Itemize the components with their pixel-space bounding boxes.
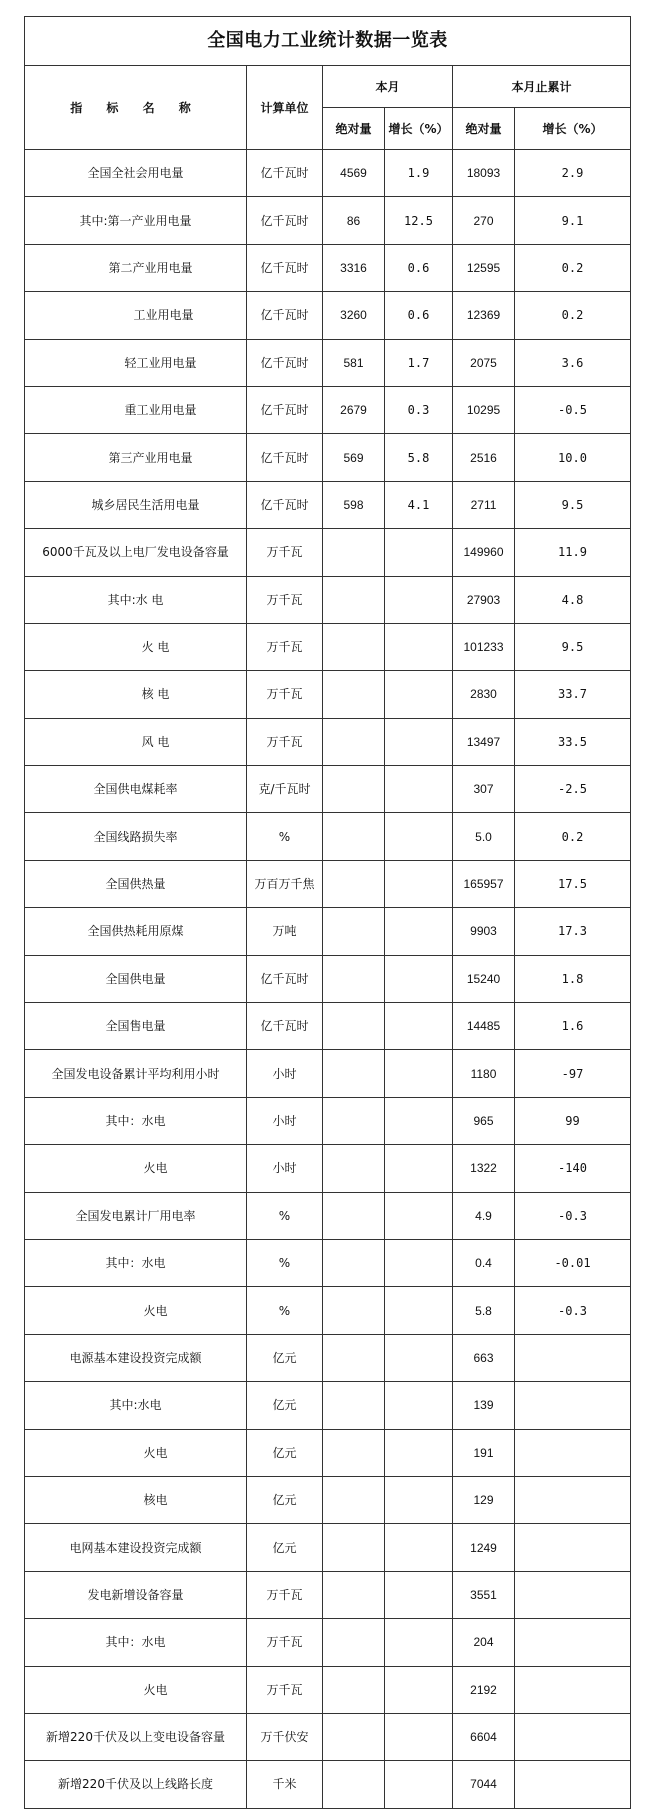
table-row bbox=[25, 292, 631, 339]
indicator-name-cell: 其中:水电 bbox=[25, 1382, 247, 1429]
table-row bbox=[25, 1524, 631, 1571]
month-absolute-cell bbox=[323, 1239, 385, 1286]
unit-cell: 万千瓦 bbox=[247, 671, 323, 718]
unit-cell: % bbox=[247, 1192, 323, 1239]
indicator-name-cell: 第三产业用电量 bbox=[25, 434, 247, 481]
cumulative-growth-cell bbox=[515, 1713, 631, 1760]
indicator-name-cell: 全国供热量 bbox=[25, 860, 247, 907]
cumulative-growth-cell: 3.6 bbox=[515, 339, 631, 386]
indicator-name-cell: 核电 bbox=[25, 1476, 247, 1523]
unit-cell: 亿元 bbox=[247, 1334, 323, 1381]
indicator-name-cell: 全国售电量 bbox=[25, 1003, 247, 1050]
table-row bbox=[25, 1713, 631, 1760]
cumulative-absolute-cell: 14485 bbox=[453, 1003, 515, 1050]
cumulative-absolute-cell: 307 bbox=[453, 766, 515, 813]
table-row bbox=[25, 1287, 631, 1334]
month-absolute-cell bbox=[323, 1003, 385, 1050]
month-growth-cell bbox=[385, 1145, 453, 1192]
indicator-name-cell: 其中：水电 bbox=[25, 1619, 247, 1666]
header-cumulative: 本月止累计 bbox=[453, 66, 631, 108]
month-absolute-cell bbox=[323, 671, 385, 718]
table-row bbox=[25, 197, 631, 244]
cumulative-absolute-cell: 270 bbox=[453, 197, 515, 244]
month-absolute-cell bbox=[323, 1050, 385, 1097]
indicator-name-cell: 全国发电累计厂用电率 bbox=[25, 1192, 247, 1239]
indicator-name-cell: 火电 bbox=[25, 1666, 247, 1713]
unit-cell: 千米 bbox=[247, 1761, 323, 1808]
cumulative-absolute-cell: 149960 bbox=[453, 529, 515, 576]
month-absolute-cell bbox=[323, 576, 385, 623]
month-growth-cell bbox=[385, 1761, 453, 1808]
unit-cell: 亿千瓦时 bbox=[247, 434, 323, 481]
cumulative-absolute-cell: 15240 bbox=[453, 955, 515, 1002]
cumulative-growth-cell: -0.5 bbox=[515, 386, 631, 433]
table-row bbox=[25, 860, 631, 907]
cumulative-absolute-cell: 10295 bbox=[453, 386, 515, 433]
header-cumulative-growth: 增长（%） bbox=[515, 108, 631, 150]
unit-cell: 亿元 bbox=[247, 1429, 323, 1476]
cumulative-absolute-cell: 663 bbox=[453, 1334, 515, 1381]
cumulative-absolute-cell: 2711 bbox=[453, 481, 515, 528]
cumulative-absolute-cell: 12595 bbox=[453, 244, 515, 291]
table-row bbox=[25, 623, 631, 670]
month-growth-cell: 0.6 bbox=[385, 244, 453, 291]
unit-cell: 亿千瓦时 bbox=[247, 339, 323, 386]
cumulative-growth-cell: 99 bbox=[515, 1097, 631, 1144]
cumulative-growth-cell: 9.5 bbox=[515, 623, 631, 670]
cumulative-absolute-cell: 2192 bbox=[453, 1666, 515, 1713]
cumulative-absolute-cell: 12369 bbox=[453, 292, 515, 339]
header-month-growth: 增长（%） bbox=[385, 108, 453, 150]
indicator-name-cell: 电网基本建设投资完成额 bbox=[25, 1524, 247, 1571]
cumulative-growth-cell: 10.0 bbox=[515, 434, 631, 481]
cumulative-growth-cell: 9.1 bbox=[515, 197, 631, 244]
table-row bbox=[25, 671, 631, 718]
cumulative-absolute-cell: 191 bbox=[453, 1429, 515, 1476]
unit-cell: 亿千瓦时 bbox=[247, 386, 323, 433]
month-growth-cell bbox=[385, 860, 453, 907]
cumulative-absolute-cell: 139 bbox=[453, 1382, 515, 1429]
cumulative-growth-cell bbox=[515, 1382, 631, 1429]
cumulative-absolute-cell: 5.0 bbox=[453, 813, 515, 860]
cumulative-growth-cell bbox=[515, 1666, 631, 1713]
month-growth-cell: 0.3 bbox=[385, 386, 453, 433]
table-row bbox=[25, 1666, 631, 1713]
month-absolute-cell: 598 bbox=[323, 481, 385, 528]
month-absolute-cell bbox=[323, 1429, 385, 1476]
unit-cell: % bbox=[247, 813, 323, 860]
month-absolute-cell: 4569 bbox=[323, 150, 385, 197]
cumulative-growth-cell bbox=[515, 1524, 631, 1571]
month-growth-cell bbox=[385, 1097, 453, 1144]
month-growth-cell: 5.8 bbox=[385, 434, 453, 481]
header-month-absolute: 绝对量 bbox=[323, 108, 385, 150]
cumulative-absolute-cell: 4.9 bbox=[453, 1192, 515, 1239]
unit-cell: 万千瓦 bbox=[247, 1571, 323, 1618]
table-row bbox=[25, 576, 631, 623]
month-absolute-cell: 581 bbox=[323, 339, 385, 386]
table-row bbox=[25, 1476, 631, 1523]
table-row bbox=[25, 1050, 631, 1097]
month-growth-cell bbox=[385, 1334, 453, 1381]
cumulative-growth-cell: -0.3 bbox=[515, 1287, 631, 1334]
indicator-name-cell: 全国供电量 bbox=[25, 955, 247, 1002]
unit-cell: 亿元 bbox=[247, 1382, 323, 1429]
cumulative-growth-cell: 0.2 bbox=[515, 292, 631, 339]
indicator-name-cell: 轻工业用电量 bbox=[25, 339, 247, 386]
unit-cell: 亿千瓦时 bbox=[247, 244, 323, 291]
month-growth-cell bbox=[385, 718, 453, 765]
table-row bbox=[25, 718, 631, 765]
cumulative-growth-cell bbox=[515, 1761, 631, 1808]
header-current-month: 本月 bbox=[323, 66, 453, 108]
indicator-name-cell: 6000千瓦及以上电厂发电设备容量 bbox=[25, 529, 247, 576]
month-absolute-cell bbox=[323, 1476, 385, 1523]
table-row bbox=[25, 766, 631, 813]
unit-cell: 亿千瓦时 bbox=[247, 197, 323, 244]
month-absolute-cell: 86 bbox=[323, 197, 385, 244]
header-indicator: 指 标 名 称 bbox=[25, 66, 247, 150]
cumulative-growth-cell bbox=[515, 1429, 631, 1476]
table-row bbox=[25, 244, 631, 291]
cumulative-absolute-cell: 18093 bbox=[453, 150, 515, 197]
month-absolute-cell: 569 bbox=[323, 434, 385, 481]
table-row bbox=[25, 1192, 631, 1239]
indicator-name-cell: 全国发电设备累计平均利用小时 bbox=[25, 1050, 247, 1097]
indicator-name-cell: 第二产业用电量 bbox=[25, 244, 247, 291]
statistics-table bbox=[24, 16, 631, 1809]
month-absolute-cell: 3260 bbox=[323, 292, 385, 339]
month-growth-cell bbox=[385, 529, 453, 576]
month-absolute-cell bbox=[323, 1524, 385, 1571]
unit-cell: 万吨 bbox=[247, 908, 323, 955]
indicator-name-cell: 火电 bbox=[25, 1429, 247, 1476]
cumulative-absolute-cell: 204 bbox=[453, 1619, 515, 1666]
table-row bbox=[25, 529, 631, 576]
month-growth-cell bbox=[385, 1666, 453, 1713]
unit-cell: 小时 bbox=[247, 1145, 323, 1192]
cumulative-absolute-cell: 13497 bbox=[453, 718, 515, 765]
month-growth-cell bbox=[385, 1571, 453, 1618]
unit-cell: 亿千瓦时 bbox=[247, 150, 323, 197]
cumulative-growth-cell: 33.7 bbox=[515, 671, 631, 718]
unit-cell: 万百万千焦 bbox=[247, 860, 323, 907]
table-row bbox=[25, 1571, 631, 1618]
indicator-name-cell: 其中:水 电 bbox=[25, 576, 247, 623]
unit-cell: 万千瓦 bbox=[247, 623, 323, 670]
indicator-name-cell: 全国线路损失率 bbox=[25, 813, 247, 860]
table-row bbox=[25, 1761, 631, 1808]
cumulative-growth-cell: 17.3 bbox=[515, 908, 631, 955]
month-absolute-cell bbox=[323, 1382, 385, 1429]
table-row bbox=[25, 1097, 631, 1144]
month-absolute-cell bbox=[323, 1192, 385, 1239]
table-row bbox=[25, 481, 631, 528]
unit-cell: 万千瓦 bbox=[247, 1666, 323, 1713]
header-unit: 计算单位 bbox=[247, 66, 323, 150]
indicator-name-cell: 发电新增设备容量 bbox=[25, 1571, 247, 1618]
cumulative-growth-cell: -0.01 bbox=[515, 1239, 631, 1286]
unit-cell: 亿千瓦时 bbox=[247, 955, 323, 1002]
cumulative-growth-cell: 11.9 bbox=[515, 529, 631, 576]
month-absolute-cell: 2679 bbox=[323, 386, 385, 433]
unit-cell: 万千瓦 bbox=[247, 576, 323, 623]
table-row bbox=[25, 1239, 631, 1286]
indicator-name-cell: 火 电 bbox=[25, 623, 247, 670]
cumulative-growth-cell: -97 bbox=[515, 1050, 631, 1097]
header-cumulative-absolute: 绝对量 bbox=[453, 108, 515, 150]
month-absolute-cell bbox=[323, 1145, 385, 1192]
month-growth-cell bbox=[385, 1429, 453, 1476]
cumulative-absolute-cell: 9903 bbox=[453, 908, 515, 955]
month-growth-cell bbox=[385, 1476, 453, 1523]
cumulative-growth-cell: -0.3 bbox=[515, 1192, 631, 1239]
month-growth-cell bbox=[385, 1713, 453, 1760]
month-absolute-cell bbox=[323, 1619, 385, 1666]
indicator-name-cell: 电源基本建设投资完成额 bbox=[25, 1334, 247, 1381]
unit-cell: 万千瓦 bbox=[247, 529, 323, 576]
table-title: 全国电力工业统计数据一览表 bbox=[25, 17, 631, 66]
month-growth-cell bbox=[385, 955, 453, 1002]
cumulative-growth-cell: 9.5 bbox=[515, 481, 631, 528]
table-row bbox=[25, 813, 631, 860]
cumulative-absolute-cell: 2075 bbox=[453, 339, 515, 386]
cumulative-growth-cell bbox=[515, 1334, 631, 1381]
month-growth-cell bbox=[385, 908, 453, 955]
indicator-name-cell: 全国供电煤耗率 bbox=[25, 766, 247, 813]
month-growth-cell bbox=[385, 576, 453, 623]
cumulative-growth-cell: -140 bbox=[515, 1145, 631, 1192]
table-row bbox=[25, 1382, 631, 1429]
month-growth-cell bbox=[385, 766, 453, 813]
indicator-name-cell: 核 电 bbox=[25, 671, 247, 718]
month-growth-cell: 12.5 bbox=[385, 197, 453, 244]
cumulative-absolute-cell: 1249 bbox=[453, 1524, 515, 1571]
cumulative-absolute-cell: 165957 bbox=[453, 860, 515, 907]
month-absolute-cell bbox=[323, 623, 385, 670]
unit-cell: 亿千瓦时 bbox=[247, 1003, 323, 1050]
cumulative-growth-cell bbox=[515, 1619, 631, 1666]
cumulative-growth-cell: 1.8 bbox=[515, 955, 631, 1002]
indicator-name-cell: 新增220千伏及以上线路长度 bbox=[25, 1761, 247, 1808]
month-growth-cell bbox=[385, 1524, 453, 1571]
cumulative-growth-cell: 4.8 bbox=[515, 576, 631, 623]
indicator-name-cell: 新增220千伏及以上变电设备容量 bbox=[25, 1713, 247, 1760]
month-growth-cell: 4.1 bbox=[385, 481, 453, 528]
table-row bbox=[25, 908, 631, 955]
month-absolute-cell bbox=[323, 908, 385, 955]
unit-cell: % bbox=[247, 1239, 323, 1286]
cumulative-growth-cell: 33.5 bbox=[515, 718, 631, 765]
unit-cell: 万千瓦 bbox=[247, 718, 323, 765]
month-growth-cell bbox=[385, 1003, 453, 1050]
cumulative-absolute-cell: 5.8 bbox=[453, 1287, 515, 1334]
indicator-name-cell: 全国供热耗用原煤 bbox=[25, 908, 247, 955]
table-row bbox=[25, 339, 631, 386]
cumulative-absolute-cell: 3551 bbox=[453, 1571, 515, 1618]
indicator-name-cell: 工业用电量 bbox=[25, 292, 247, 339]
cumulative-absolute-cell: 6604 bbox=[453, 1713, 515, 1760]
table-row bbox=[25, 955, 631, 1002]
unit-cell: 亿元 bbox=[247, 1524, 323, 1571]
indicator-name-cell: 城乡居民生活用电量 bbox=[25, 481, 247, 528]
unit-cell: 亿千瓦时 bbox=[247, 481, 323, 528]
title-row bbox=[25, 17, 631, 66]
month-absolute-cell bbox=[323, 1097, 385, 1144]
month-absolute-cell bbox=[323, 766, 385, 813]
month-absolute-cell bbox=[323, 529, 385, 576]
table-body bbox=[25, 150, 631, 1809]
month-absolute-cell bbox=[323, 1713, 385, 1760]
unit-cell: 亿千瓦时 bbox=[247, 292, 323, 339]
month-growth-cell bbox=[385, 1050, 453, 1097]
month-absolute-cell bbox=[323, 860, 385, 907]
table-row bbox=[25, 1334, 631, 1381]
cumulative-absolute-cell: 0.4 bbox=[453, 1239, 515, 1286]
unit-cell: 小时 bbox=[247, 1097, 323, 1144]
indicator-name-cell: 重工业用电量 bbox=[25, 386, 247, 433]
month-growth-cell bbox=[385, 623, 453, 670]
table-row bbox=[25, 1619, 631, 1666]
indicator-name-cell: 全国全社会用电量 bbox=[25, 150, 247, 197]
indicator-name-cell: 其中：水电 bbox=[25, 1097, 247, 1144]
cumulative-absolute-cell: 101233 bbox=[453, 623, 515, 670]
header-row-1 bbox=[25, 66, 631, 108]
month-absolute-cell bbox=[323, 955, 385, 1002]
table-row bbox=[25, 1003, 631, 1050]
cumulative-growth-cell: -2.5 bbox=[515, 766, 631, 813]
month-growth-cell bbox=[385, 1287, 453, 1334]
cumulative-growth-cell: 1.6 bbox=[515, 1003, 631, 1050]
cumulative-absolute-cell: 2830 bbox=[453, 671, 515, 718]
cumulative-absolute-cell: 1322 bbox=[453, 1145, 515, 1192]
month-growth-cell bbox=[385, 1192, 453, 1239]
cumulative-growth-cell: 0.2 bbox=[515, 244, 631, 291]
cumulative-absolute-cell: 1180 bbox=[453, 1050, 515, 1097]
unit-cell: 万千瓦 bbox=[247, 1619, 323, 1666]
month-absolute-cell bbox=[323, 1334, 385, 1381]
unit-cell: 克/千瓦时 bbox=[247, 766, 323, 813]
indicator-name-cell: 其中:第一产业用电量 bbox=[25, 197, 247, 244]
month-growth-cell: 0.6 bbox=[385, 292, 453, 339]
cumulative-growth-cell bbox=[515, 1571, 631, 1618]
unit-cell: 小时 bbox=[247, 1050, 323, 1097]
month-growth-cell: 1.7 bbox=[385, 339, 453, 386]
month-growth-cell bbox=[385, 1239, 453, 1286]
cumulative-absolute-cell: 2516 bbox=[453, 434, 515, 481]
unit-cell: 万千伏安 bbox=[247, 1713, 323, 1760]
indicator-name-cell: 火电 bbox=[25, 1287, 247, 1334]
month-growth-cell bbox=[385, 813, 453, 860]
month-growth-cell bbox=[385, 1619, 453, 1666]
table-row bbox=[25, 1429, 631, 1476]
unit-cell: % bbox=[247, 1287, 323, 1334]
table-row bbox=[25, 150, 631, 197]
month-absolute-cell bbox=[323, 1666, 385, 1713]
cumulative-growth-cell: 17.5 bbox=[515, 860, 631, 907]
month-absolute-cell bbox=[323, 1287, 385, 1334]
month-absolute-cell bbox=[323, 1761, 385, 1808]
cumulative-absolute-cell: 129 bbox=[453, 1476, 515, 1523]
month-absolute-cell bbox=[323, 813, 385, 860]
cumulative-absolute-cell: 965 bbox=[453, 1097, 515, 1144]
month-absolute-cell: 3316 bbox=[323, 244, 385, 291]
cumulative-absolute-cell: 27903 bbox=[453, 576, 515, 623]
indicator-name-cell: 火电 bbox=[25, 1145, 247, 1192]
month-growth-cell: 1.9 bbox=[385, 150, 453, 197]
indicator-name-cell: 其中：水电 bbox=[25, 1239, 247, 1286]
table-row bbox=[25, 386, 631, 433]
table-row bbox=[25, 434, 631, 481]
cumulative-absolute-cell: 7044 bbox=[453, 1761, 515, 1808]
unit-cell: 亿元 bbox=[247, 1476, 323, 1523]
cumulative-growth-cell: 0.2 bbox=[515, 813, 631, 860]
month-growth-cell bbox=[385, 671, 453, 718]
cumulative-growth-cell bbox=[515, 1476, 631, 1523]
table-row bbox=[25, 1145, 631, 1192]
cumulative-growth-cell: 2.9 bbox=[515, 150, 631, 197]
indicator-name-cell: 风 电 bbox=[25, 718, 247, 765]
month-absolute-cell bbox=[323, 718, 385, 765]
month-absolute-cell bbox=[323, 1571, 385, 1618]
month-growth-cell bbox=[385, 1382, 453, 1429]
